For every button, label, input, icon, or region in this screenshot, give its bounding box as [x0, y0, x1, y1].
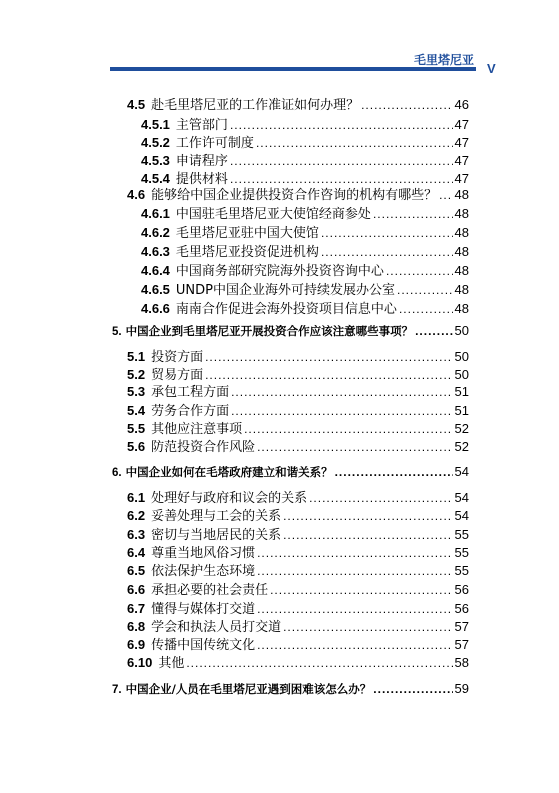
- toc-entry-number: 4.6.2: [141, 225, 170, 240]
- toc-entry-title: 处理好与政府和议会的关系: [151, 491, 308, 506]
- dot-leader: [415, 322, 452, 340]
- toc-entry-page: 47: [454, 171, 469, 186]
- toc-entry-number: 6.7: [127, 601, 146, 616]
- dot-leader: [231, 402, 452, 420]
- toc-entry-title: 依法保护生态环境: [151, 564, 256, 579]
- toc-entry-number: 6.3: [127, 527, 146, 542]
- dot-leader: [361, 96, 452, 114]
- toc-entry-title: 南南合作促进会海外投资项目信息中心: [175, 302, 397, 317]
- toc-entry-title: 其他应注意事项: [151, 422, 243, 437]
- toc-entry-number: 4.5.4: [141, 171, 170, 186]
- running-header-title: 毛里塔尼亚: [413, 53, 474, 67]
- toc-entry-page: 48: [454, 301, 469, 316]
- toc-entry[interactable]: [127, 366, 469, 384]
- dot-leader: [205, 348, 452, 366]
- toc-entry-number: 6.5: [127, 563, 146, 578]
- toc-entry-page: 48: [454, 206, 469, 221]
- toc-entry[interactable]: [127, 402, 469, 420]
- toc-entry-number: 4.6.1: [141, 206, 170, 221]
- toc-entry-title: 申请程序: [175, 154, 228, 169]
- toc-entry-page: 47: [454, 153, 469, 168]
- toc-entry-page: 51: [454, 384, 469, 399]
- dot-leader: [257, 562, 452, 580]
- toc-entry[interactable]: [141, 116, 469, 134]
- toc-entry-number: 5.6: [127, 439, 146, 454]
- toc-entry[interactable]: [127, 96, 469, 114]
- toc-entry-page: 57: [454, 619, 469, 634]
- toc-entry-title: 密切与当地居民的关系: [151, 528, 282, 543]
- toc-entry-title: 中国企业到毛里塔尼亚开展投资合作应该注意哪些事项？: [125, 324, 414, 338]
- toc-entry-number: 6.8: [127, 619, 146, 634]
- toc-entry-page: 48: [454, 263, 469, 278]
- toc-entry-number: 4.6.5: [141, 282, 170, 297]
- toc-entry-number: 4.5.2: [141, 135, 170, 150]
- dot-leader: [186, 654, 452, 672]
- toc-entry[interactable]: [127, 420, 469, 438]
- dot-leader: [439, 186, 452, 204]
- toc-entry-title: 毛里塔尼亚驻中国大使馆: [175, 226, 319, 241]
- toc-entry-page: 54: [454, 490, 469, 505]
- toc-entry-number: 4.6.6: [141, 301, 170, 316]
- dot-leader: [270, 581, 452, 599]
- toc-entry-title: 承包工程方面: [151, 385, 230, 400]
- toc-entry-number: 4.5: [127, 97, 146, 112]
- toc-entry-title: 能够给中国企业提供投资合作咨询的机构有哪些？: [151, 188, 438, 203]
- dot-leader: [386, 262, 453, 280]
- toc-entry-title: 中国企业如何在毛塔政府建立和谐关系？: [125, 465, 333, 479]
- dot-leader: [256, 134, 453, 152]
- toc-entry-page: 56: [454, 582, 469, 597]
- toc-entry-page: 55: [454, 563, 469, 578]
- toc-entry[interactable]: [127, 562, 469, 580]
- dot-leader: [321, 243, 453, 261]
- toc-entry-page: 46: [454, 97, 469, 112]
- toc-entry[interactable]: [141, 224, 469, 242]
- dot-leader: [230, 152, 453, 170]
- toc-entry[interactable]: [127, 186, 469, 204]
- toc-entry[interactable]: [127, 507, 469, 525]
- toc-entry-page: 52: [454, 421, 469, 436]
- toc-entry-title: 尊重当地风俗习惯: [151, 546, 256, 561]
- toc-entry-page: 50: [454, 323, 469, 338]
- toc-entry-number: 6.6: [127, 582, 146, 597]
- toc-entry[interactable]: [112, 322, 469, 340]
- toc-entry-title: 妥善处理与工会的关系: [151, 509, 282, 524]
- toc-entry-page: 50: [454, 367, 469, 382]
- toc-entry[interactable]: [127, 489, 469, 507]
- toc-entry-number: 5.1: [127, 349, 146, 364]
- toc-entry[interactable]: [127, 383, 469, 401]
- toc-entry[interactable]: [127, 600, 469, 618]
- toc-entry-title: 劳务合作方面: [151, 404, 230, 419]
- toc-entry-number: 6.10: [127, 655, 153, 670]
- toc-entry-title: 主管部门: [175, 118, 228, 133]
- toc-entry-number: 4.6: [127, 187, 146, 202]
- dot-leader: [309, 489, 452, 507]
- toc-entry-page: 47: [454, 117, 469, 132]
- toc-entry-number: 5.3: [127, 384, 146, 399]
- toc-entry[interactable]: [127, 654, 469, 672]
- toc-entry[interactable]: [141, 243, 469, 261]
- toc-entry[interactable]: [127, 544, 469, 562]
- toc-entry-title: 提供材料: [175, 172, 228, 187]
- toc-entry-number: 6.9: [127, 637, 146, 652]
- toc-entry[interactable]: [141, 281, 469, 299]
- toc-entry-title: 防范投资合作风险: [151, 440, 256, 455]
- toc-entry[interactable]: [141, 152, 469, 170]
- toc-entry[interactable]: [127, 636, 469, 654]
- toc-entry-number: 4.6.3: [141, 244, 170, 259]
- toc-entry-page: 52: [454, 439, 469, 454]
- toc-entry-title: 传播中国传统文化: [151, 638, 256, 653]
- dot-leader: [321, 224, 453, 242]
- dot-leader: [244, 420, 452, 438]
- toc-entry-title: 投资方面: [151, 350, 204, 365]
- toc-entry-number: 4.5.3: [141, 153, 170, 168]
- toc-entry-number: 4.5.1: [141, 117, 170, 132]
- toc-entry-page: 55: [454, 545, 469, 560]
- toc-entry-number: 6.4: [127, 545, 146, 560]
- toc-entry-page: 59: [454, 681, 469, 696]
- toc-entry-page: 48: [454, 282, 469, 297]
- toc-entry-title: 贸易方面: [151, 368, 204, 383]
- toc-entry-title: 其他: [158, 656, 185, 671]
- toc-entry-number: 4.6.4: [141, 263, 170, 278]
- toc-entry-title: 中国企业/人员在毛里塔尼亚遇到困难该怎么办？: [125, 682, 372, 696]
- toc-entry-number: 6.2: [127, 508, 146, 523]
- toc-entry[interactable]: [112, 463, 469, 481]
- dot-leader: [257, 438, 452, 456]
- toc-entry-page: 48: [454, 244, 469, 259]
- dot-leader: [205, 366, 452, 384]
- toc-entry-title: 毛里塔尼亚投资促进机构: [175, 245, 319, 260]
- dot-leader: [257, 600, 452, 618]
- toc-entry-number: 5.: [112, 326, 122, 338]
- toc-entry-title: 学会和执法人员打交道: [151, 620, 282, 635]
- dot-leader: [373, 205, 453, 223]
- toc-entry-page: 55: [454, 527, 469, 542]
- toc-entry-title: 承担必要的社会责任: [151, 583, 269, 598]
- toc-entry-page: 51: [454, 403, 469, 418]
- toc-entry-page: 54: [454, 464, 469, 479]
- dot-leader: [335, 463, 453, 481]
- toc-entry-title: 懂得与媒体打交道: [151, 602, 256, 617]
- toc-entry[interactable]: [127, 618, 469, 636]
- toc-entry[interactable]: [141, 300, 469, 318]
- toc-entry[interactable]: [127, 581, 469, 599]
- toc-entry-page: 48: [454, 225, 469, 240]
- dot-leader: [257, 636, 452, 654]
- toc-entry-title: 赴毛里塔尼亚的工作准证如何办理？: [151, 98, 360, 113]
- dot-leader: [231, 383, 452, 401]
- toc-entry[interactable]: [141, 134, 469, 152]
- toc-entry-title: 中国驻毛里塔尼亚大使馆经商参处: [175, 207, 371, 222]
- dot-leader: [283, 618, 452, 636]
- toc-entry[interactable]: [112, 680, 469, 698]
- header-rule: [110, 67, 476, 71]
- page-number-roman: V: [487, 61, 496, 76]
- toc-entry-page: 56: [454, 601, 469, 616]
- dot-leader: [257, 544, 452, 562]
- toc-entry[interactable]: [127, 348, 469, 366]
- toc-entry-number: 5.5: [127, 421, 146, 436]
- toc-entry-title: 中国商务部研究院海外投资咨询中心: [175, 264, 384, 279]
- toc-entry-page: 48: [454, 187, 469, 202]
- toc-entry-title: UNDP中国企业海外可持续发展办公室: [175, 283, 396, 298]
- dot-leader: [283, 507, 452, 525]
- toc-entry-page: 50: [454, 349, 469, 364]
- dot-leader: [397, 281, 453, 299]
- toc-entry[interactable]: [127, 438, 469, 456]
- toc-entry-number: 5.4: [127, 403, 146, 418]
- toc-entry-number: 6.1: [127, 490, 146, 505]
- toc-entry-page: 58: [454, 655, 469, 670]
- toc-entry-number: 5.2: [127, 367, 146, 382]
- dot-leader: [399, 300, 453, 318]
- toc-entry[interactable]: [141, 205, 469, 223]
- toc-entry[interactable]: [127, 526, 469, 544]
- toc-entry[interactable]: [141, 262, 469, 280]
- toc-entry-number: 7.: [112, 684, 122, 696]
- toc-entry-number: 6.: [112, 467, 122, 479]
- toc-entry-title: 工作许可制度: [175, 136, 254, 151]
- dot-leader: [373, 680, 452, 698]
- toc-entry-page: 57: [454, 637, 469, 652]
- dot-leader: [283, 526, 452, 544]
- toc-entry-page: 54: [454, 508, 469, 523]
- dot-leader: [230, 116, 453, 134]
- toc-entry-page: 47: [454, 135, 469, 150]
